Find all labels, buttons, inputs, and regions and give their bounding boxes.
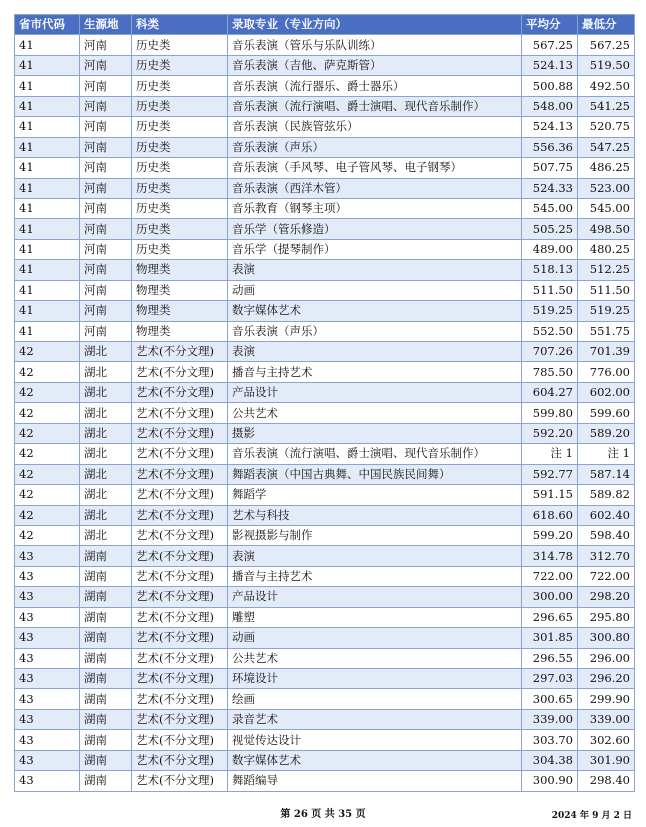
cell-major: 播音与主持艺术: [228, 362, 522, 382]
cell-category: 艺术(不分文理): [132, 525, 228, 545]
cell-province-code: 42: [15, 505, 80, 525]
cell-average-score: 296.55: [522, 648, 578, 668]
cell-province-code: 41: [15, 55, 80, 75]
cell-minimum-score: 519.25: [578, 301, 635, 321]
table-row: [15, 321, 635, 341]
table-row: [15, 76, 635, 96]
cell-category: 物理类: [132, 301, 228, 321]
cell-province-code: 41: [15, 260, 80, 280]
table-row: [15, 566, 635, 586]
cell-province-code: 42: [15, 342, 80, 362]
cell-average-score: 592.77: [522, 464, 578, 484]
table-row: [15, 689, 635, 709]
cell-category: 历史类: [132, 55, 228, 75]
header-major: 录取专业（专业方向）: [228, 15, 522, 35]
table-row: [15, 444, 635, 464]
cell-origin: 河南: [80, 55, 132, 75]
cell-average-score: 518.13: [522, 260, 578, 280]
cell-major: 表演: [228, 260, 522, 280]
table-row: [15, 96, 635, 116]
cell-minimum-score: 300.80: [578, 628, 635, 648]
table-row: [15, 464, 635, 484]
cell-origin: 湖北: [80, 342, 132, 362]
cell-category: 艺术(不分文理): [132, 771, 228, 791]
table-row: [15, 117, 635, 137]
table-body: [15, 35, 635, 791]
cell-major: 舞蹈表演（中国古典舞、中国民族民间舞）: [228, 464, 522, 484]
cell-average-score: 524.33: [522, 178, 578, 198]
cell-origin: 湖南: [80, 730, 132, 750]
cell-province-code: 41: [15, 219, 80, 239]
cell-province-code: 41: [15, 137, 80, 157]
cell-major: 播音与主持艺术: [228, 566, 522, 586]
table-row: [15, 505, 635, 525]
cell-minimum-score: 589.20: [578, 423, 635, 443]
table-row: [15, 607, 635, 627]
header-category: 科类: [132, 15, 228, 35]
cell-origin: 湖北: [80, 444, 132, 464]
cell-average-score: 489.00: [522, 239, 578, 259]
cell-major: 音乐表演（手风琴、电子管风琴、电子钢琴）: [228, 158, 522, 178]
cell-origin: 湖南: [80, 689, 132, 709]
table-row: [15, 403, 635, 423]
cell-province-code: 43: [15, 689, 80, 709]
table-row: [15, 628, 635, 648]
cell-province-code: 43: [15, 587, 80, 607]
header-minimum-score: 最低分: [578, 15, 635, 35]
cell-province-code: 43: [15, 607, 80, 627]
cell-province-code: 43: [15, 709, 80, 729]
cell-minimum-score: 299.90: [578, 689, 635, 709]
cell-province-code: 42: [15, 444, 80, 464]
cell-origin: 湖北: [80, 464, 132, 484]
cell-origin: 湖北: [80, 382, 132, 402]
cell-category: 艺术(不分文理): [132, 689, 228, 709]
cell-minimum-score: 598.40: [578, 525, 635, 545]
cell-province-code: 42: [15, 382, 80, 402]
cell-average-score: 300.65: [522, 689, 578, 709]
cell-minimum-score: 519.50: [578, 55, 635, 75]
cell-minimum-score: 注 1: [578, 444, 635, 464]
cell-major: 音乐学（管乐修造）: [228, 219, 522, 239]
cell-origin: 湖南: [80, 587, 132, 607]
cell-minimum-score: 298.20: [578, 587, 635, 607]
print-date: 2024 年 9 月 2 日: [551, 811, 632, 821]
cell-average-score: 548.00: [522, 96, 578, 116]
cell-province-code: 41: [15, 76, 80, 96]
cell-minimum-score: 523.00: [578, 178, 635, 198]
cell-minimum-score: 486.25: [578, 158, 635, 178]
cell-category: 历史类: [132, 219, 228, 239]
cell-major: 公共艺术: [228, 403, 522, 423]
cell-origin: 河南: [80, 76, 132, 96]
cell-province-code: 42: [15, 423, 80, 443]
cell-average-score: 618.60: [522, 505, 578, 525]
cell-average-score: 297.03: [522, 669, 578, 689]
cell-category: 艺术(不分文理): [132, 444, 228, 464]
cell-origin: 河南: [80, 321, 132, 341]
cell-minimum-score: 498.50: [578, 219, 635, 239]
cell-province-code: 41: [15, 158, 80, 178]
cell-province-code: 43: [15, 750, 80, 770]
cell-major: 音乐表演（流行演唱、爵士演唱、现代音乐制作）: [228, 444, 522, 464]
cell-major: 产品设计: [228, 382, 522, 402]
cell-minimum-score: 602.00: [578, 382, 635, 402]
cell-origin: 河南: [80, 260, 132, 280]
cell-average-score: 707.26: [522, 342, 578, 362]
cell-category: 艺术(不分文理): [132, 464, 228, 484]
cell-major: 表演: [228, 546, 522, 566]
cell-category: 历史类: [132, 76, 228, 96]
cell-major: 音乐教育（钢琴主项）: [228, 198, 522, 218]
cell-category: 艺术(不分文理): [132, 423, 228, 443]
cell-province-code: 42: [15, 485, 80, 505]
cell-province-code: 43: [15, 730, 80, 750]
cell-major: 音乐表演（声乐）: [228, 321, 522, 341]
table-row: [15, 239, 635, 259]
cell-province-code: 41: [15, 35, 80, 55]
cell-origin: 湖北: [80, 505, 132, 525]
cell-category: 艺术(不分文理): [132, 648, 228, 668]
cell-province-code: 43: [15, 566, 80, 586]
cell-minimum-score: 298.40: [578, 771, 635, 791]
cell-major: 雕塑: [228, 607, 522, 627]
cell-category: 艺术(不分文理): [132, 546, 228, 566]
cell-category: 历史类: [132, 198, 228, 218]
cell-average-score: 785.50: [522, 362, 578, 382]
cell-origin: 湖北: [80, 423, 132, 443]
cell-minimum-score: 492.50: [578, 76, 635, 96]
cell-province-code: 41: [15, 96, 80, 116]
cell-origin: 湖南: [80, 709, 132, 729]
cell-major: 表演: [228, 342, 522, 362]
cell-province-code: 43: [15, 669, 80, 689]
cell-major: 音乐表演（流行演唱、爵士演唱、现代音乐制作）: [228, 96, 522, 116]
cell-origin: 湖北: [80, 362, 132, 382]
cell-province-code: 41: [15, 280, 80, 300]
cell-category: 艺术(不分文理): [132, 485, 228, 505]
cell-category: 艺术(不分文理): [132, 607, 228, 627]
cell-origin: 湖南: [80, 648, 132, 668]
cell-minimum-score: 551.75: [578, 321, 635, 341]
cell-major: 数字媒体艺术: [228, 301, 522, 321]
cell-average-score: 592.20: [522, 423, 578, 443]
cell-category: 艺术(不分文理): [132, 403, 228, 423]
cell-origin: 湖南: [80, 628, 132, 648]
cell-average-score: 304.38: [522, 750, 578, 770]
cell-minimum-score: 301.90: [578, 750, 635, 770]
cell-minimum-score: 722.00: [578, 566, 635, 586]
cell-category: 历史类: [132, 137, 228, 157]
table-row: [15, 280, 635, 300]
cell-province-code: 42: [15, 362, 80, 382]
cell-average-score: 545.00: [522, 198, 578, 218]
cell-category: 历史类: [132, 158, 228, 178]
cell-average-score: 507.75: [522, 158, 578, 178]
cell-minimum-score: 339.00: [578, 709, 635, 729]
cell-province-code: 43: [15, 546, 80, 566]
cell-category: 艺术(不分文理): [132, 342, 228, 362]
cell-average-score: 591.15: [522, 485, 578, 505]
cell-minimum-score: 701.39: [578, 342, 635, 362]
cell-origin: 河南: [80, 96, 132, 116]
cell-province-code: 42: [15, 403, 80, 423]
table-row: [15, 362, 635, 382]
cell-major: 舞蹈编导: [228, 771, 522, 791]
cell-province-code: 41: [15, 178, 80, 198]
table-row: [15, 709, 635, 729]
cell-minimum-score: 296.00: [578, 648, 635, 668]
table-row: [15, 423, 635, 443]
cell-minimum-score: 589.82: [578, 485, 635, 505]
cell-origin: 湖南: [80, 669, 132, 689]
cell-category: 艺术(不分文理): [132, 750, 228, 770]
cell-minimum-score: 512.25: [578, 260, 635, 280]
cell-major: 摄影: [228, 423, 522, 443]
cell-category: 物理类: [132, 321, 228, 341]
cell-major: 动画: [228, 280, 522, 300]
cell-category: 物理类: [132, 260, 228, 280]
cell-origin: 湖南: [80, 607, 132, 627]
cell-origin: 河南: [80, 219, 132, 239]
cell-category: 历史类: [132, 117, 228, 137]
cell-minimum-score: 520.75: [578, 117, 635, 137]
cell-category: 艺术(不分文理): [132, 628, 228, 648]
cell-origin: 河南: [80, 239, 132, 259]
cell-province-code: 41: [15, 321, 80, 341]
cell-average-score: 注 1: [522, 444, 578, 464]
table-row: [15, 546, 635, 566]
cell-major: 音乐学（提琴制作）: [228, 239, 522, 259]
table-row: [15, 587, 635, 607]
cell-minimum-score: 541.25: [578, 96, 635, 116]
header-row: [15, 15, 635, 35]
cell-major: 音乐表演（吉他、萨克斯管）: [228, 55, 522, 75]
table-row: [15, 55, 635, 75]
cell-origin: 湖北: [80, 485, 132, 505]
cell-origin: 湖北: [80, 525, 132, 545]
cell-origin: 河南: [80, 35, 132, 55]
cell-minimum-score: 545.00: [578, 198, 635, 218]
cell-major: 公共艺术: [228, 648, 522, 668]
cell-minimum-score: 511.50: [578, 280, 635, 300]
cell-major: 音乐表演（流行器乐、爵士器乐）: [228, 76, 522, 96]
cell-province-code: 41: [15, 301, 80, 321]
cell-major: 影视摄影与制作: [228, 525, 522, 545]
cell-origin: 河南: [80, 117, 132, 137]
admission-scores-table: [14, 14, 635, 792]
cell-average-score: 519.25: [522, 301, 578, 321]
cell-average-score: 567.25: [522, 35, 578, 55]
cell-major: 动画: [228, 628, 522, 648]
cell-major: 音乐表演（西洋木管）: [228, 178, 522, 198]
cell-major: 环境设计: [228, 669, 522, 689]
cell-category: 物理类: [132, 280, 228, 300]
cell-category: 艺术(不分文理): [132, 709, 228, 729]
cell-major: 舞蹈学: [228, 485, 522, 505]
cell-province-code: 43: [15, 771, 80, 791]
cell-category: 历史类: [132, 178, 228, 198]
cell-average-score: 599.80: [522, 403, 578, 423]
cell-category: 艺术(不分文理): [132, 505, 228, 525]
cell-minimum-score: 776.00: [578, 362, 635, 382]
cell-minimum-score: 547.25: [578, 137, 635, 157]
cell-origin: 湖南: [80, 750, 132, 770]
cell-major: 数字媒体艺术: [228, 750, 522, 770]
cell-origin: 湖南: [80, 566, 132, 586]
table-row: [15, 260, 635, 280]
cell-average-score: 339.00: [522, 709, 578, 729]
cell-major: 录音艺术: [228, 709, 522, 729]
table-row: [15, 137, 635, 157]
cell-category: 艺术(不分文理): [132, 587, 228, 607]
cell-category: 艺术(不分文理): [132, 382, 228, 402]
cell-province-code: 41: [15, 198, 80, 218]
cell-average-score: 296.65: [522, 607, 578, 627]
cell-minimum-score: 302.60: [578, 730, 635, 750]
cell-major: 视觉传达设计: [228, 730, 522, 750]
cell-category: 艺术(不分文理): [132, 669, 228, 689]
cell-average-score: 303.70: [522, 730, 578, 750]
table-row: [15, 750, 635, 770]
cell-minimum-score: 312.70: [578, 546, 635, 566]
table-row: [15, 525, 635, 545]
cell-origin: 河南: [80, 158, 132, 178]
cell-major: 产品设计: [228, 587, 522, 607]
cell-origin: 湖南: [80, 546, 132, 566]
cell-average-score: 505.25: [522, 219, 578, 239]
cell-average-score: 524.13: [522, 117, 578, 137]
cell-average-score: 500.88: [522, 76, 578, 96]
header-province-code: 省市代码: [15, 15, 80, 35]
cell-minimum-score: 599.60: [578, 403, 635, 423]
header-origin: 生源地: [80, 15, 132, 35]
cell-origin: 河南: [80, 301, 132, 321]
table-row: [15, 669, 635, 689]
cell-minimum-score: 296.20: [578, 669, 635, 689]
table-row: [15, 771, 635, 791]
cell-average-score: 599.20: [522, 525, 578, 545]
cell-category: 艺术(不分文理): [132, 566, 228, 586]
cell-minimum-score: 567.25: [578, 35, 635, 55]
page-number: 第 26 页 共 35 页: [280, 809, 366, 820]
table-row: [15, 342, 635, 362]
table-row: [15, 35, 635, 55]
cell-minimum-score: 295.80: [578, 607, 635, 627]
cell-major: 音乐表演（民族管弦乐）: [228, 117, 522, 137]
cell-origin: 河南: [80, 198, 132, 218]
table-row: [15, 158, 635, 178]
cell-origin: 河南: [80, 137, 132, 157]
cell-major: 音乐表演（管乐与乐队训练）: [228, 35, 522, 55]
cell-category: 艺术(不分文理): [132, 362, 228, 382]
table-row: [15, 382, 635, 402]
cell-province-code: 41: [15, 117, 80, 137]
cell-province-code: 42: [15, 464, 80, 484]
cell-category: 艺术(不分文理): [132, 730, 228, 750]
cell-average-score: 552.50: [522, 321, 578, 341]
cell-average-score: 300.90: [522, 771, 578, 791]
cell-major: 音乐表演（声乐）: [228, 137, 522, 157]
cell-average-score: 604.27: [522, 382, 578, 402]
table-row: [15, 301, 635, 321]
cell-category: 历史类: [132, 35, 228, 55]
cell-average-score: 301.85: [522, 628, 578, 648]
cell-province-code: 42: [15, 525, 80, 545]
table-row: [15, 219, 635, 239]
table-row: [15, 178, 635, 198]
cell-average-score: 524.13: [522, 55, 578, 75]
cell-major: 艺术与科技: [228, 505, 522, 525]
cell-average-score: 511.50: [522, 280, 578, 300]
table-row: [15, 730, 635, 750]
table-row: [15, 485, 635, 505]
cell-province-code: 41: [15, 239, 80, 259]
cell-average-score: 722.00: [522, 566, 578, 586]
cell-major: 绘画: [228, 689, 522, 709]
cell-minimum-score: 480.25: [578, 239, 635, 259]
cell-category: 历史类: [132, 96, 228, 116]
cell-average-score: 300.00: [522, 587, 578, 607]
cell-origin: 湖南: [80, 771, 132, 791]
cell-average-score: 314.78: [522, 546, 578, 566]
cell-minimum-score: 587.14: [578, 464, 635, 484]
cell-origin: 湖北: [80, 403, 132, 423]
table-row: [15, 648, 635, 668]
cell-origin: 河南: [80, 178, 132, 198]
header-average-score: 平均分: [522, 15, 578, 35]
table-row: [15, 198, 635, 218]
cell-province-code: 43: [15, 628, 80, 648]
cell-category: 历史类: [132, 239, 228, 259]
cell-average-score: 556.36: [522, 137, 578, 157]
cell-province-code: 43: [15, 648, 80, 668]
cell-minimum-score: 602.40: [578, 505, 635, 525]
cell-origin: 河南: [80, 280, 132, 300]
